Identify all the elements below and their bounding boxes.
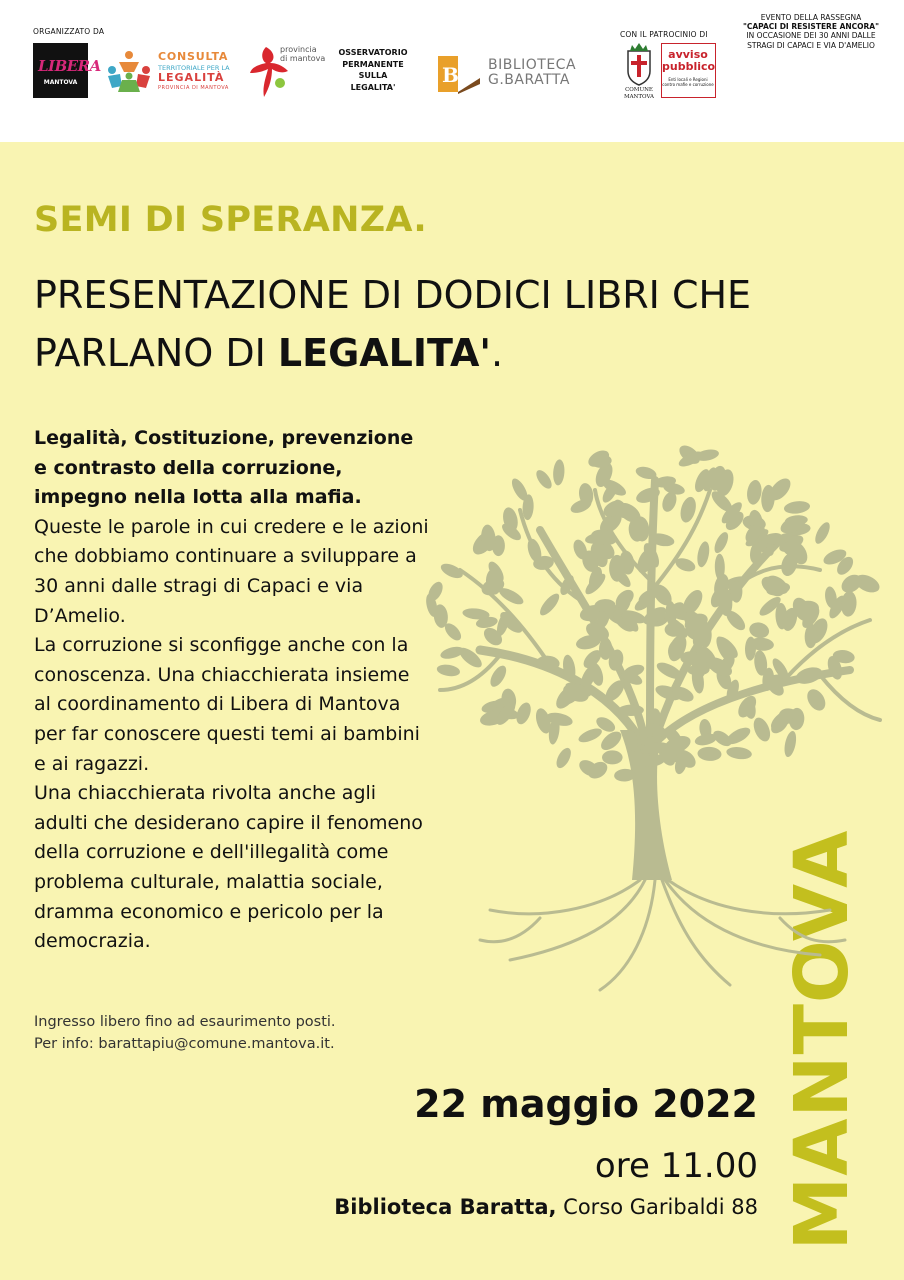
comune-logo (620, 43, 658, 103)
event-venue: Biblioteca Baratta, Corso Garibaldi 88 (334, 1195, 758, 1219)
title-presentazione (34, 266, 751, 382)
biblioteca-logo-text: BIBLIOTECA G.BARATTA (488, 57, 577, 88)
body-paragraph-1: Queste le parole in cui credere e le azioni che dobbiamo continuare a sviluppare a 30 anni dalle stragi di Capaci e via D’Amelio. (34, 515, 429, 627)
consulta-logo-line4: PROVINCIA DI MANTOVA (158, 85, 229, 91)
avviso-pubblico-logo (661, 43, 716, 98)
event-date: 22 maggio 2022 (414, 1082, 758, 1126)
avviso-logo-name: avviso pubblico (662, 48, 716, 73)
provincia-logo-text: provincia di mantova (280, 45, 326, 63)
provincia-logo (248, 43, 328, 99)
consulta-logo (106, 50, 236, 94)
comune-logo-text: COMUNE MANTOVA (623, 87, 655, 100)
title-semi-di-speranza: SEMI DI SPERANZA. (34, 200, 428, 240)
city-vertical-label: MANTOVA (779, 829, 865, 1251)
title-line3: PARLANO DI LEGALITA'. (34, 331, 504, 375)
biblioteca-logo (436, 54, 596, 94)
comune-crest-icon (620, 43, 658, 87)
event-time: ore 11.00 (594, 1146, 758, 1186)
osservatorio-label: OSSERVATORIO PERMANENTE SULLA LEGALITA' (338, 48, 408, 92)
avviso-logo-tagline: Enti locali e Regioni contro mafie e corruzione (662, 77, 714, 87)
body-lead: Legalità, Costituzione, prevenzione e contrasto della corruzione, impegno nella lotta alla mafia. (34, 427, 414, 509)
consulta-people-icon (106, 50, 152, 94)
book-icon (436, 54, 482, 94)
svg-text:B: B (442, 63, 459, 87)
title-line2: PRESENTAZIONE DI DODICI LIBRI CHE (34, 273, 752, 317)
rassegna-note: EVENTO DELLA RASSEGNA "CAPACI DI RESISTERE ANCORA" IN OCCASIONE DEI 30 ANNI DALLE STRAGI DI CAPACI E VIA D'AMELIO (742, 13, 880, 50)
consulta-logo-line3: LEGALITÀ (158, 71, 225, 84)
libera-logo-city: MANTOVA (43, 79, 78, 86)
body-paragraph-3: Una chiacchierata rivolta anche agli adulti che desiderano capire il fenomeno della corruzione e dell'illegalità come problema culturale, malattia sociale, dramma economico e pericolo per la democrazia. (34, 782, 423, 953)
patrocinio-label: CON IL PATROCINIO DI (620, 30, 708, 39)
body-text (34, 424, 429, 957)
tree-illustration (400, 440, 900, 1000)
info-ingresso: Ingresso libero fino ad esaurimento posti. (34, 1014, 336, 1030)
info-contatto: Per info: barattapiu@comune.mantova.it. (34, 1036, 335, 1052)
info-block (34, 1011, 336, 1055)
organizzato-label: ORGANIZZATO DA (33, 27, 105, 36)
libera-logo-name: LIBERA (38, 57, 101, 75)
consulta-logo-line2: TERRITORIALE PER LA (158, 64, 230, 72)
libera-logo (33, 43, 101, 98)
header-logos-bar (0, 0, 904, 142)
consulta-logo-line1: CONSULTA (158, 50, 229, 63)
body-paragraph-2: La corruzione si sconfigge anche con la conoscenza. Una chiacchierata insieme al coordinamento di Libera di Mantova per far conoscere questi temi ai bambini e ai ragazzi. (34, 634, 420, 775)
